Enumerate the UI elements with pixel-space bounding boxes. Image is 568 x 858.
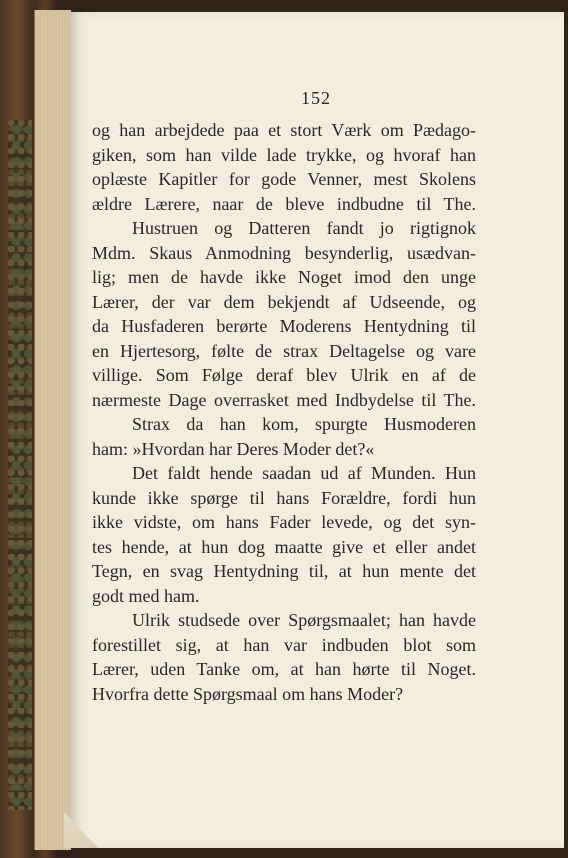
text-line: da Husfaderen berørte Moderens Hentydning til <box>92 316 476 336</box>
page-edges <box>34 10 71 850</box>
text-line: Mdm. Skaus Anmodning besynderlig, usædvan- <box>92 242 476 263</box>
text-line: Lærer, uden Tanke om, at han hørte til Noget. <box>92 659 476 679</box>
text-line: kunde ikke spørge til hans Forældre, fordi hun <box>92 487 476 508</box>
text-line: og han arbejdede paa et stort Værk om Pædago- <box>92 120 476 140</box>
text-line: godt med ham. <box>92 585 200 606</box>
body-text <box>92 118 476 706</box>
text-line: Tegn, en svag Hentydning til, at hun mente det <box>92 561 476 581</box>
text-line: forestillet sig, at han var indbuden blot som <box>92 634 476 655</box>
text-line: Hustruen og Datteren fandt jo rigtignok <box>132 218 476 238</box>
text-line: oplæste Kapitler for gode Venner, mest Skolens <box>92 169 476 189</box>
text-line: ældre Lærere, naar de bleve indbudne til The. <box>92 193 476 214</box>
cover-marbled-paper <box>8 120 32 810</box>
page-number: 152 <box>301 88 331 108</box>
text-line: nærmeste Dage overrasket med Indbydelse til The. <box>92 389 476 410</box>
text-line: giken, som han vilde lade trykke, og hvoraf han <box>92 144 476 165</box>
text-line: tes hende, at hun dog maatte give et eller andet <box>92 536 476 557</box>
text-line: Lærer, der var dem bekjendt af Udseende, og <box>92 291 476 312</box>
text-line: villige. Som Følge deraf blev Ulrik en af de <box>92 365 476 385</box>
text-line: Ulrik studsede over Spørgsmaalet; han havde <box>132 610 476 630</box>
text-line: lig; men de havde ikke Noget imod den unge <box>92 267 476 287</box>
text-line: Hvorfra dette Spørgsmaal om hans Moder? <box>92 683 404 704</box>
text-line: ikke vidste, om hans Fader levede, og det syn- <box>92 512 476 532</box>
text-line: Strax da han kom, spurgte Husmoderen <box>132 414 476 434</box>
text-line: en Hjertesorg, følte de strax Deltagelse og vare <box>92 340 476 361</box>
text-line: Det faldt hende saadan ud af Munden. Hun <box>132 463 476 483</box>
text-line: ham: »Hvordan har Deres Moder det?« <box>92 438 375 459</box>
